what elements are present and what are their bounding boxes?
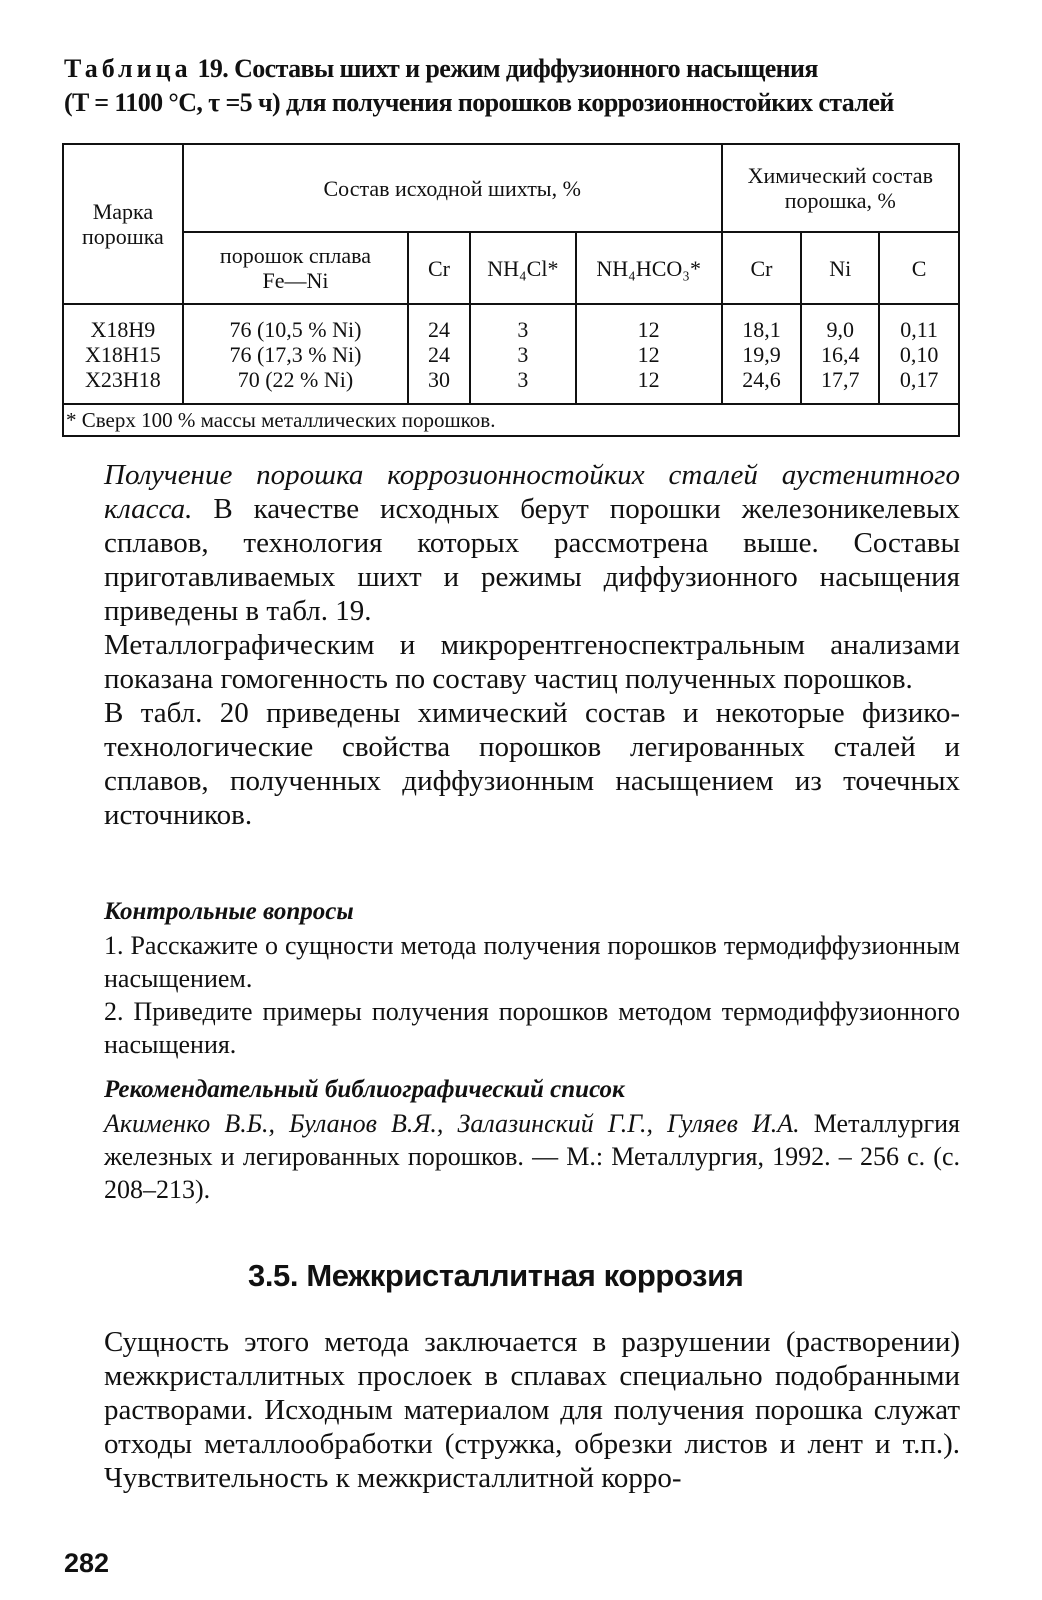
- header-marka-line2: порошка: [81, 224, 164, 249]
- header-marka-line1: Марка: [92, 199, 154, 224]
- header-nh4cl: NH₄Cl*: [470, 232, 576, 304]
- cell-p-c: 0,10: [899, 341, 939, 367]
- cell-nh4cl: 3: [517, 366, 529, 392]
- header-nh4hco3: NH₄HCO₃*: [576, 232, 722, 304]
- paragraph-2: Металлографическим и микрорентгеноспектральным анализами показана гомогенность по составу частиц полученных порошков.: [104, 629, 960, 695]
- cell-p-ni: 17,7: [821, 366, 860, 392]
- col-marka: [63, 304, 183, 404]
- paragraph-1-lead: Получение порошка коррозионностойких сталей аустенитного класса.: [104, 459, 960, 525]
- question-item: 2. Приведите примеры получения порошков методом термодиффузионного насыщения.: [104, 997, 960, 1059]
- cell-nh4hco3: 12: [637, 366, 660, 392]
- caption-line-2: (T = 1100 °C, τ =5 ч) для получения порошков коррозионностойких сталей: [64, 88, 894, 117]
- header-chem-c: C: [879, 232, 959, 304]
- cell-marka: Х18Н15: [85, 341, 161, 367]
- caption-title: 19. Составы шихт и режим диффузионного насыщения: [191, 54, 818, 83]
- header-chem-ni: Ni: [801, 232, 879, 304]
- cell-alloy: 70 (22 % Ni): [237, 366, 354, 392]
- table-footnote: * Сверх 100 % массы металлических порошков.: [63, 404, 959, 436]
- col-alloy: [183, 304, 408, 404]
- section-body: [104, 1325, 960, 1495]
- cell-alloy: 76 (17,3 % Ni): [229, 341, 362, 367]
- bibliography-block: [104, 1073, 960, 1206]
- col-p-c: [879, 304, 959, 404]
- caption-line-1: [64, 52, 964, 86]
- col-nh4cl: [470, 304, 576, 404]
- header-chem: [722, 144, 959, 232]
- cell-nh4cl: 3: [517, 341, 529, 367]
- bibliography-rest: Металлургия железных и легированных порошков. — М.: Металлургия, 1992. – 256 с. (с. 208–213).: [104, 1109, 960, 1204]
- header-chem-line1: Химический состав: [747, 163, 933, 188]
- paragraph-1: [104, 458, 960, 628]
- header-cr: Cr: [408, 232, 470, 304]
- page-number: 282: [64, 1548, 110, 1578]
- cell-p-cr: 24,6: [742, 366, 781, 392]
- cell-cr: 24: [427, 341, 450, 367]
- caption-label: Таблица: [64, 54, 192, 83]
- cell-alloy: 76 (10,5 % Ni): [229, 316, 362, 342]
- cell-p-cr: 18,1: [742, 316, 781, 342]
- table-caption: [64, 52, 964, 120]
- header-alloy: [183, 232, 408, 304]
- cell-p-ni: 9,0: [826, 316, 854, 342]
- cell-nh4cl: 3: [517, 316, 529, 342]
- header-alloy-line2: Fe—Ni: [262, 268, 329, 293]
- cell-nh4hco3: 12: [637, 316, 660, 342]
- cell-marka: Х23Н18: [85, 366, 161, 392]
- composition-table: [62, 143, 960, 437]
- bibliography-entry: [104, 1107, 960, 1206]
- col-p-ni: [801, 304, 879, 404]
- cell-p-cr: 19,9: [742, 341, 781, 367]
- bibliography-heading: Рекомендательный библиографический список: [104, 1076, 625, 1103]
- cell-p-c: 0,11: [900, 316, 938, 342]
- bibliography-authors: Акименко В.Б., Буланов В.Я., Залазинский Г.Г., Гуляев И.А.: [104, 1109, 800, 1138]
- header-marka: [63, 144, 183, 304]
- section-paragraph: Сущность этого метода заключается в разрушении (растворении) межкристаллитных прослоек в сплавах специально подобранными растворами. Исходным материалом для получения порошка служат отходы металлообработки (стружка, обрезки листов и лент и т.п.). Чувствительность к межкристаллитной корро-: [104, 1326, 960, 1494]
- header-sostav: Состав исходной шихты, %: [183, 144, 722, 232]
- paragraph-3: В табл. 20 приведены химический состав и некоторые физико-технологические свойства порошков легированных сталей и сплавов, полученных диффузионным насыщением из точечных источников.: [104, 697, 960, 831]
- questions-heading: Контрольные вопросы: [104, 898, 354, 925]
- question-item: 1. Расскажите о сущности метода получения порошков термодиффузионным насыщением.: [104, 931, 960, 993]
- cell-cr: 30: [427, 366, 450, 392]
- header-chem-cr: Cr: [722, 232, 802, 304]
- paragraph-1-rest: В качестве исходных берут порошки железоникелевых сплавов, технология которых рассмотрена выше. Составы приготавливаемых шихт и режимы диффузионного насыщения приведены в табл. 19.: [104, 493, 960, 627]
- col-cr: [408, 304, 470, 404]
- cell-p-c: 0,17: [899, 366, 939, 392]
- section-title: 3.5. Межкристаллитная коррозия: [248, 1258, 744, 1293]
- cell-marka: Х18Н9: [90, 316, 156, 342]
- cell-p-ni: 16,4: [821, 341, 860, 367]
- header-chem-line2: порошка, %: [784, 188, 896, 213]
- col-nh4hco3: [576, 304, 722, 404]
- header-alloy-line1: порошок сплава: [219, 243, 371, 268]
- cell-nh4hco3: 12: [637, 341, 660, 367]
- questions-block: [104, 895, 960, 1061]
- body-text: [104, 458, 960, 832]
- col-p-cr: [722, 304, 802, 404]
- cell-cr: 24: [427, 316, 450, 342]
